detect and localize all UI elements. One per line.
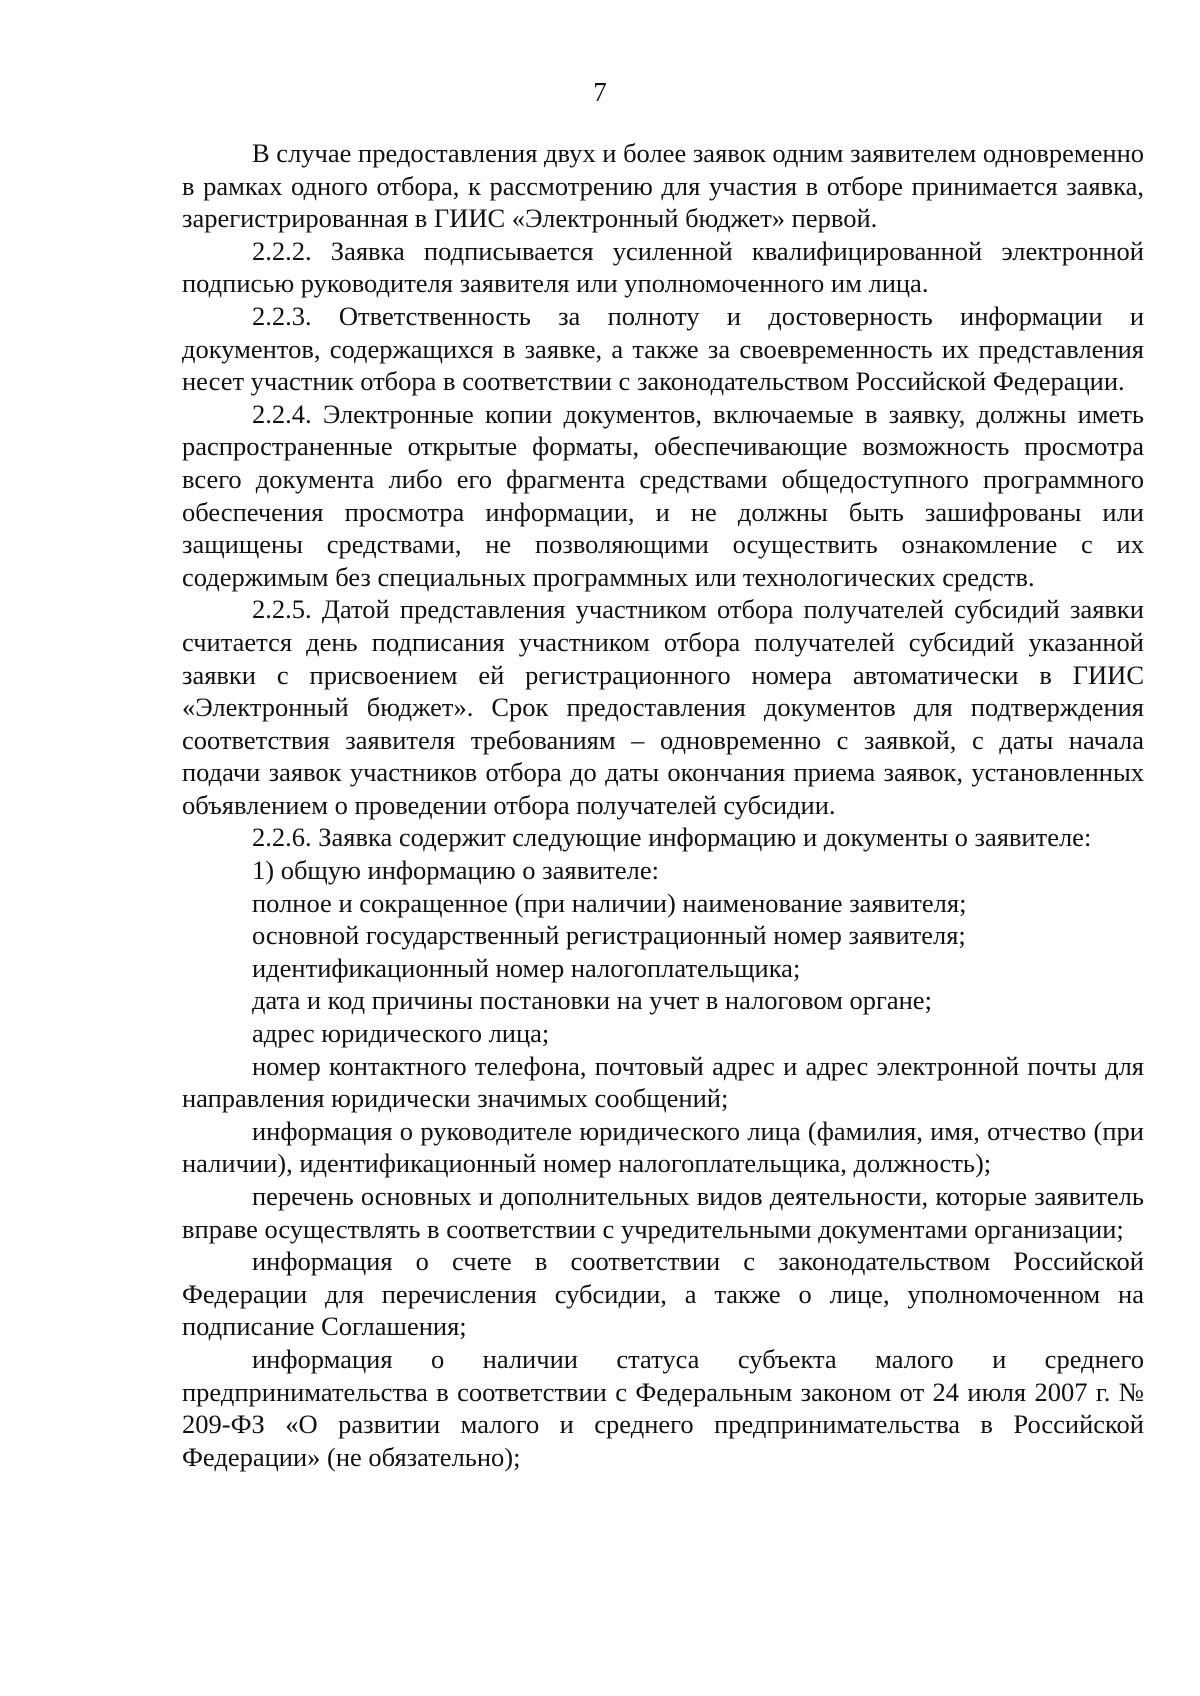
list-item-contacts: номер контактного телефона, почтовый адрес и адрес электронной почты для направления юридически значимых сообщений; [182,1050,1144,1114]
list-item-legal-address: адрес юридического лица; [252,1018,550,1049]
paragraph-2-2-2: 2.2.2. Заявка подписывается усиленной квалифицированной электронной подписью руководителя заявителя или уполномоченного им лица. [182,235,1144,299]
list-item-tax-registration: дата и код причины постановки на учет в налоговом органе; [252,985,932,1016]
paragraph-multiple-applications: В случае предоставления двух и более заявок одним заявителем одновременно в рамках одного отбора, к рассмотрению для участия в отборе принимается заявка, зарегистрированная в ГИИС «Электронный бюджет» первой. [182,138,1144,234]
paragraph-2-2-6: 2.2.6. Заявка содержит следующие информацию и документы о заявителе: [252,822,1092,853]
paragraph-2-2-3: 2.2.3. Ответственность за полноту и достоверность информации и документов, содержащихся в заявке, а также за своевременность их представления несет участник отбора в соответствии с законодательством Российской Федерации. [182,300,1144,397]
list-item-ogrn: основной государственный регистрационный номер заявителя; [252,920,966,951]
paragraph-2-2-4: 2.2.4. Электронные копии документов, включаемые в заявку, должны иметь распространенные открытые форматы, обеспечивающие возможность просмотра всего документа либо его фрагмента средствами общедоступного программного обеспечения просмотра информации, и не должны быть зашифрованы или защищены средствами, не позволяющими осуществить ознакомление с их содержимым без специальных программных или технологических средств. [182,398,1144,592]
list-item-general-info: 1) общую информацию о заявителе: [252,855,659,886]
page-number: 7 [593,77,607,107]
list-item-sme-status: информация о наличии статуса субъекта малого и среднего предпринимательства в соответствии с Федеральным законом от 24 июля 2007 г. № 209-ФЗ «О развитии малого и среднего предпринимательства в Российской Федерации» (не обязательно); [182,1343,1144,1472]
list-item-inn: идентификационный номер налогоплательщика; [252,952,801,983]
list-item-activity-types: перечень основных и дополнительных видов деятельности, которые заявитель вправе осуществлять в соответствии с учредительными документами организации; [182,1181,1144,1244]
paragraph-2-2-5: 2.2.5. Датой представления участником отбора получателей субсидий заявки считается день подписания участником отбора получателей субсидий указанной заявки с присвоением ей регистрационного номера автоматически в ГИИС «Электронный бюджет». Срок предоставления документов для подтверждения соответствия заявителя требованиям – одновременно с заявкой, с даты начала подачи заявок участников отбора до даты окончания приема заявок, установленных объявлением о проведении отбора получателей субсидии. [182,594,1144,820]
list-item-full-name: полное и сокращенное (при наличии) наименование заявителя; [252,887,967,918]
list-item-bank-account: информация о счете в соответствии с законодательством Российской Федерации для перечисления субсидии, а также о лице, уполномоченном на подписание Соглашения; [182,1246,1144,1342]
document-body [182,137,1144,1473]
list-item-director-info: информация о руководителе юридического лица (фамилия, имя, отчество (при наличии), идентификационный номер налогоплательщика, должность); [182,1115,1144,1179]
